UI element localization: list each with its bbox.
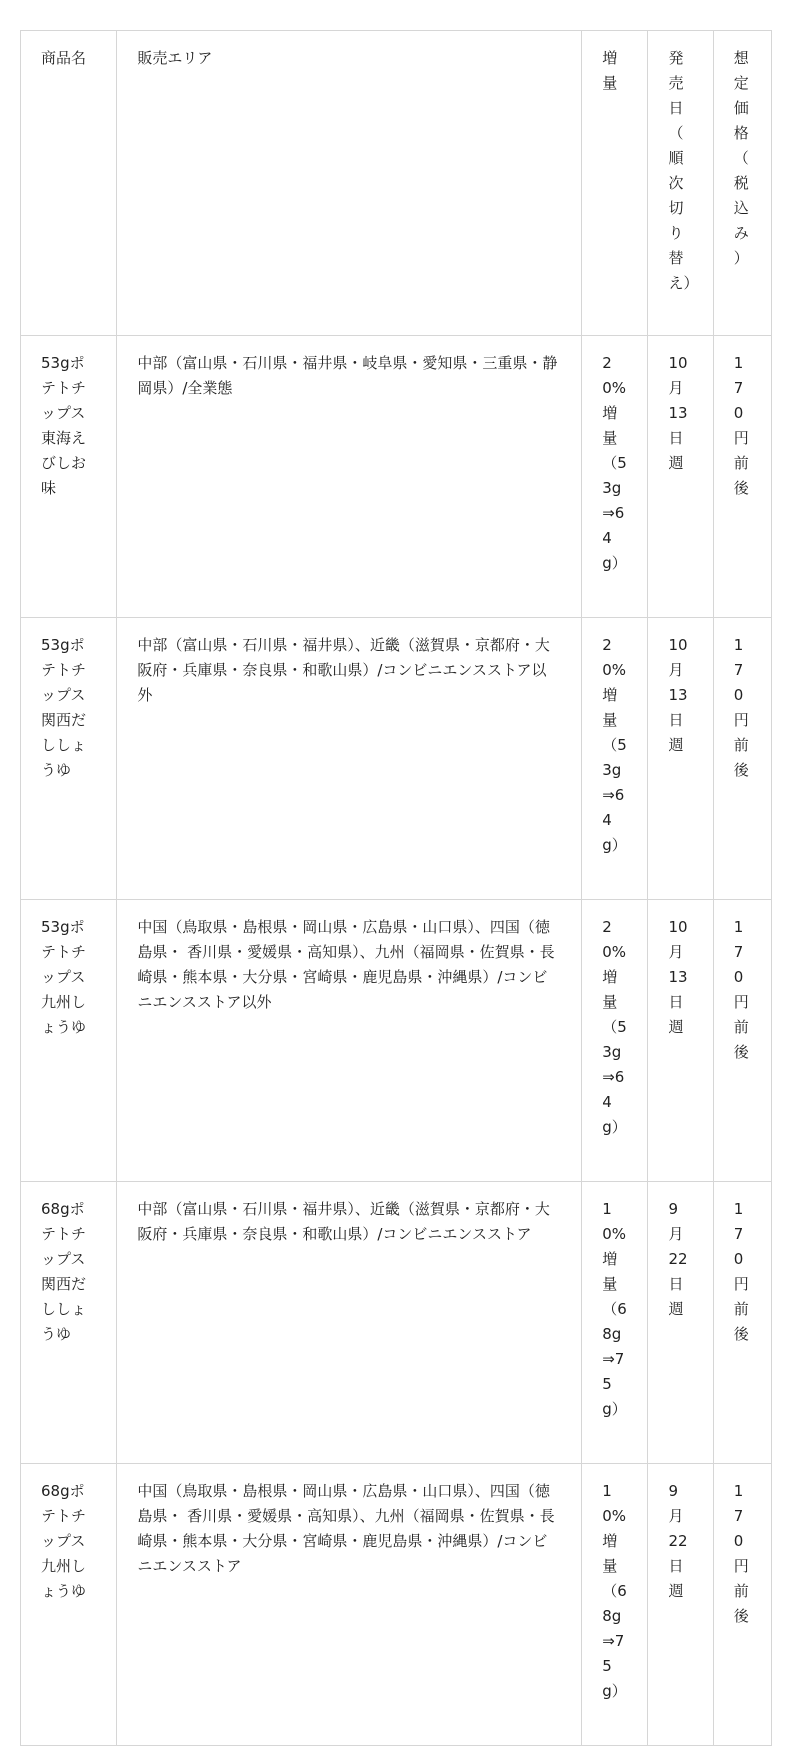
header-row: [21, 31, 772, 336]
product-table: [20, 30, 772, 1746]
cell-release: 9月22日週: [648, 1464, 713, 1746]
cell-product: 53gポテトチップス関西だししょうゆ: [21, 618, 117, 900]
cell-price: 170円前後: [713, 336, 771, 618]
cell-price: 170円前後: [713, 1182, 771, 1464]
cell-area: 中部（富山県・石川県・福井県・岐阜県・愛知県・三重県・静岡県）/全業態: [117, 336, 582, 618]
cell-increase: 20%増量（53g⇒64g）: [582, 900, 648, 1182]
cell-release: 10月13日週: [648, 900, 713, 1182]
cell-area: 中国（鳥取県・島根県・岡山県・広島県・山口県）、四国（徳島県・ 香川県・愛媛県・高知県）、九州（福岡県・佐賀県・長崎県・熊本県・大分県・宮崎県・鹿児島県・沖縄県）/コンビニエンスストア: [117, 1464, 582, 1746]
cell-area: 中国（鳥取県・島根県・岡山県・広島県・山口県）、四国（徳島県・ 香川県・愛媛県・高知県）、九州（福岡県・佐賀県・長崎県・熊本県・大分県・宮崎県・鹿児島県・沖縄県）/コンビニエンスストア以外: [117, 900, 582, 1182]
header-price: 想定価格（税込み）: [713, 31, 771, 336]
cell-increase: 20%増量（53g⇒64g）: [582, 336, 648, 618]
cell-area: 中部（富山県・石川県・福井県）、近畿（滋賀県・京都府・大阪府・兵庫県・奈良県・和歌山県）/コンビニエンスストア: [117, 1182, 582, 1464]
cell-product: 53gポテトチップス九州しょうゆ: [21, 900, 117, 1182]
table-body: [21, 336, 772, 1746]
cell-price: 170円前後: [713, 1464, 771, 1746]
cell-increase: 10%増量（68g⇒75g）: [582, 1464, 648, 1746]
cell-release: 10月13日週: [648, 618, 713, 900]
cell-release: 9月22日週: [648, 1182, 713, 1464]
table-row: [21, 618, 772, 900]
cell-product: 68gポテトチップス関西だししょうゆ: [21, 1182, 117, 1464]
cell-increase: 20%増量（53g⇒64g）: [582, 618, 648, 900]
table-row: [21, 900, 772, 1182]
table-row: [21, 1182, 772, 1464]
header-area: 販売エリア: [117, 31, 582, 336]
cell-increase: 10%増量（68g⇒75g）: [582, 1182, 648, 1464]
header-product: 商品名: [21, 31, 117, 336]
table-header: [21, 31, 772, 336]
cell-area: 中部（富山県・石川県・福井県）、近畿（滋賀県・京都府・大阪府・兵庫県・奈良県・和歌山県）/コンビニエンスストア以外: [117, 618, 582, 900]
table-row: [21, 1464, 772, 1746]
cell-price: 170円前後: [713, 618, 771, 900]
cell-price: 170円前後: [713, 900, 771, 1182]
cell-product: 53gポテトチップス東海えびしお味: [21, 336, 117, 618]
cell-product: 68gポテトチップス九州しょうゆ: [21, 1464, 117, 1746]
table-row: [21, 336, 772, 618]
cell-release: 10月13日週: [648, 336, 713, 618]
header-release: 発売日（順次切り替え）: [648, 31, 713, 336]
header-increase: 増量: [582, 31, 648, 336]
